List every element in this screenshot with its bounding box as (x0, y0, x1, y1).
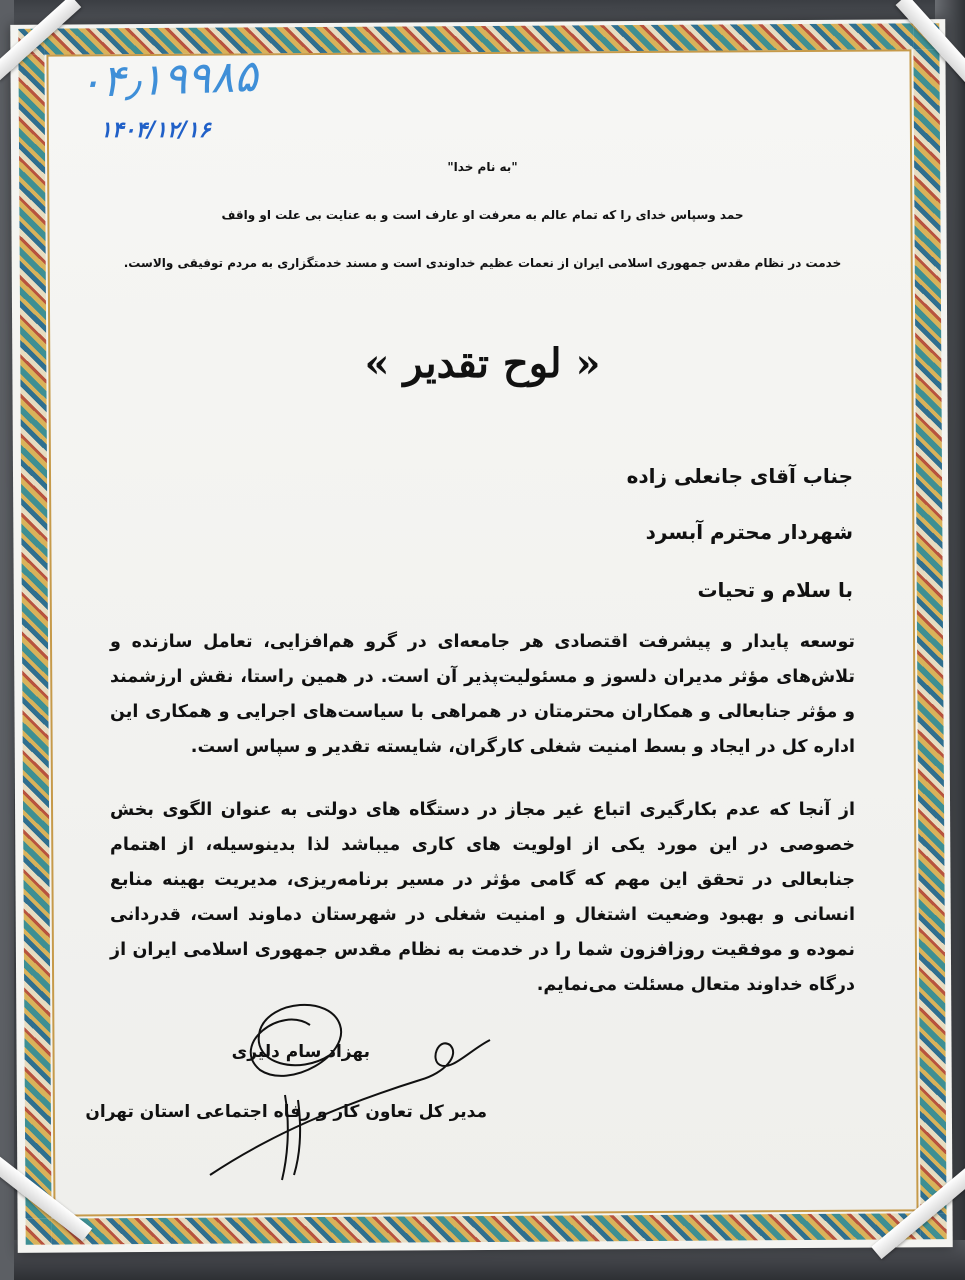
letter-date: ۱۴۰۴/۱۲/۱۶ (100, 118, 211, 143)
praise-line-2: خدمت در نظام مقدس جمهوری اسلامی ایران از نعمات عظیم خداوندی است و مسند خدمتگزاری به مردم توفیقی والاست. (123, 256, 842, 270)
signer-role: مدیر کل تعاون کار و رفاه اجتماعی استان تهران (85, 1102, 487, 1122)
handwritten-signature (190, 985, 510, 1185)
praise-line-1: حمد وسپاس خدای را که تمام عالم به معرفت او عارف است و به عنایت بی علت او واقف (221, 208, 744, 222)
basmala-heading: "به نام خدا" (447, 160, 518, 174)
certificate-title: « لوح تقدیر » (364, 340, 601, 387)
recipient-position: شهردار محترم آبسرد (645, 520, 853, 544)
body-paragraph-1: توسعه پایدار و پیشرفت اقتصادی هر جامعه‌ای در گرو هم‌افزایی، تعامل سازنده و تلاش‌های مؤثر مدیران دلسوز و مسئولیت‌پذیر آن است. در همین راستا، نقش ارزشمند و مؤثر جنابعالی و همکاران محترمتان در همراهی با سیاست‌های اجرایی و همکاری این اداره کل در ایجاد و بسط امنیت شغلی کارگران، شایسته تقدیر و سپاس است. (110, 632, 855, 757)
recipient-name: جناب آقای جانعلی زاده (626, 464, 853, 488)
greeting: با سلام و تحیات (697, 578, 853, 602)
letter-number: ۰۴٫۱۹۹۸۵ (77, 50, 259, 109)
signer-name: بهزاد سام دلیری (231, 1042, 370, 1062)
body-paragraph-2: از آنجا که عدم بکارگیری اتباع غیر مجاز در دستگاه های دولتی به عنوان الگوی بخش خصوصی در این مورد یکی از اولویت های کاری میباشد لذا بدینوسیله، از اهتمام جنابعالی در تحقق این مهم که گامی مؤثر در مسیر برنامه‌ریزی، مدیریت بهینه منابع انسانی و بهبود وضعیت اشتغال و امنیت شغلی در شهرستان دماوند است، قدردانی نموده و موفقیت روزافزون شما را در خدمت به نظام مقدس جمهوری اسلامی ایران از درگاه خداوند متعال مسئلت می‌نمایم. (110, 800, 855, 995)
